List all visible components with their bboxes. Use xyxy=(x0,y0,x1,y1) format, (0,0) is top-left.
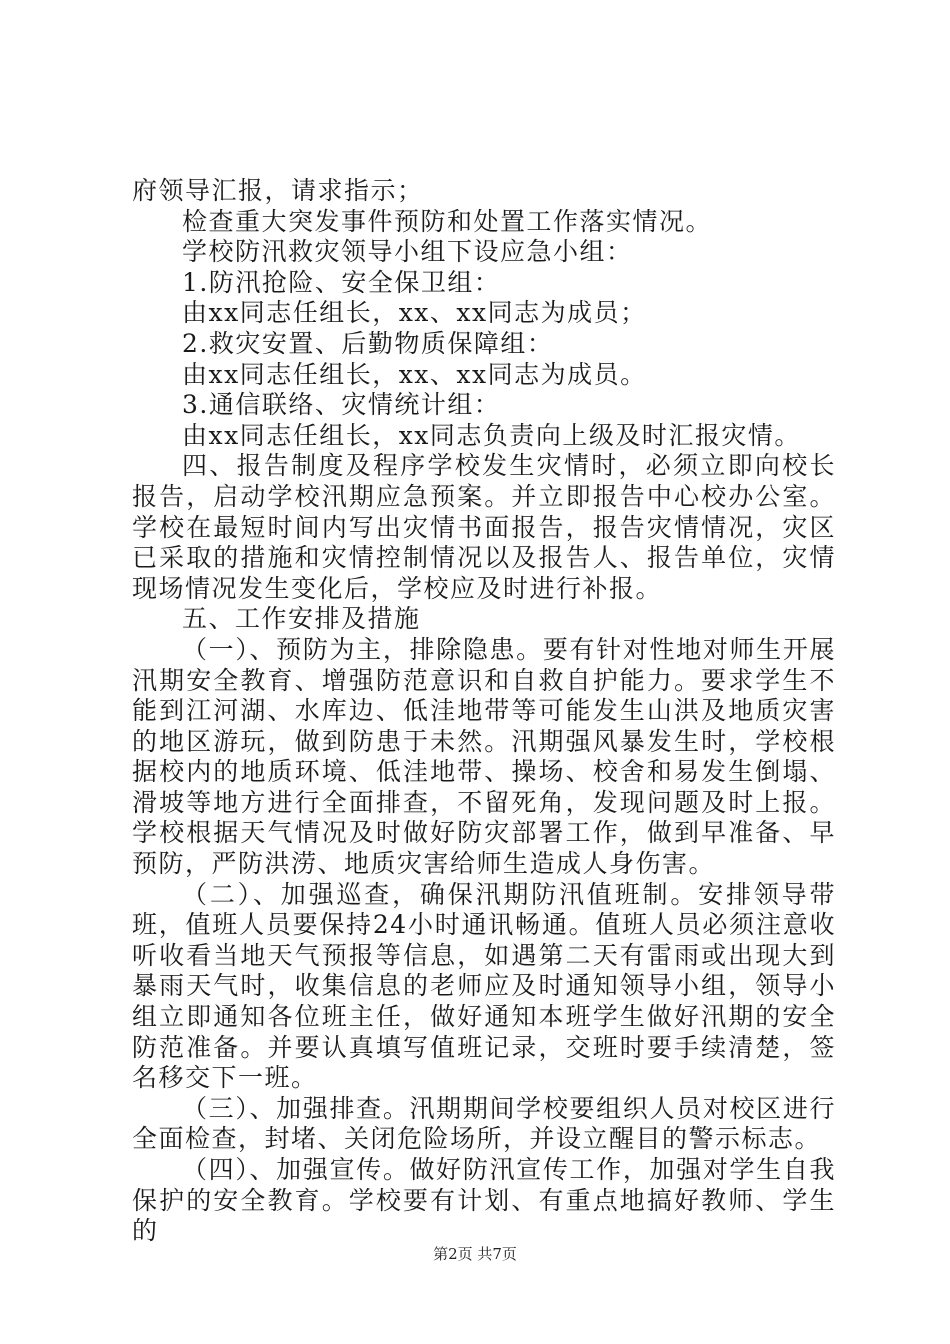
paragraph: 由xx同志任组长，xx同志负责向上级及时汇报灾情。 xyxy=(182,420,801,450)
paragraph: （二）、加强巡查，确保汛期防汛值班制。安排领导带班，值班人员要保持24小时通讯畅通。值班人员必须注意收听收看当地天气预报等信息，如遇第二天有雷雨或出现大到暴雨天气时，收集信息的老师应及时通知领导小组，领导小组立即通知各位班主任，做好通知本班学生做好汛期的安全防范准备。并要认真填写值班记录，交班时要手续清楚，签名移交下一班。 xyxy=(132,879,836,1093)
document-body xyxy=(132,176,836,1247)
paragraph: 府领导汇报，请求指示； xyxy=(132,176,424,205)
paragraph: 由xx同志任组长，xx、xx同志为成员。 xyxy=(182,359,647,389)
paragraph: 由xx同志任组长，xx、xx同志为成员； xyxy=(182,298,647,328)
paragraph: （四）、加强宣传。做好防汛宣传工作，加强对学生自我保护的安全教育。学校要有计划、有重点地搞好教师、学生的 xyxy=(132,1155,836,1246)
list-item-heading: 3.通信联络、灾情统计组： xyxy=(182,390,501,420)
section-paragraph: 四、报告制度及程序学校发生灾情时，必须立即向校长报告，启动学校汛期应急预案。并立即报告中心校办公室。学校在最短时间内写出灾情书面报告，报告灾情情况，灾区已采取的措施和灾情控制情况以及报告人、报告单位，灾情现场情况发生变化后，学校应及时进行补报。 xyxy=(132,451,836,603)
paragraph: 检查重大突发事件预防和处置工作落实情况。 xyxy=(182,206,713,236)
section-heading: 五、工作安排及措施 xyxy=(182,604,421,634)
paragraph: （一）、预防为主，排除隐患。要有针对性地对师生开展汛期安全教育、增强防范意识和自救自护能力。要求学生不能到江河湖、水库边、低洼地带等可能发生山洪及地质灾害的地区游玩，做到防患于未然。汛期强风暴发生时，学校根据校内的地质环境、低洼地带、操场、校舍和易发生倒塌、滑坡等地方进行全面排查，不留死角，发现问题及时上报。学校根据天气情况及时做好防灾部署工作，做到早准备、早预防，严防洪涝、地质灾害给师生造成人身伤害。 xyxy=(132,634,836,879)
paragraph: （三）、加强排查。汛期期间学校要组织人员对校区进行全面检查，封堵、关闭危险场所，并设立醒目的警示标志。 xyxy=(132,1093,836,1154)
list-item-heading: 1.防汛抢险、安全保卫组： xyxy=(182,267,501,297)
list-item-heading: 2.救灾安置、后勤物质保障组： xyxy=(182,328,554,358)
page-number-footer: 第2页 共7页 xyxy=(433,1245,517,1263)
paragraph: 学校防汛救灾领导小组下设应急小组： xyxy=(182,237,633,267)
